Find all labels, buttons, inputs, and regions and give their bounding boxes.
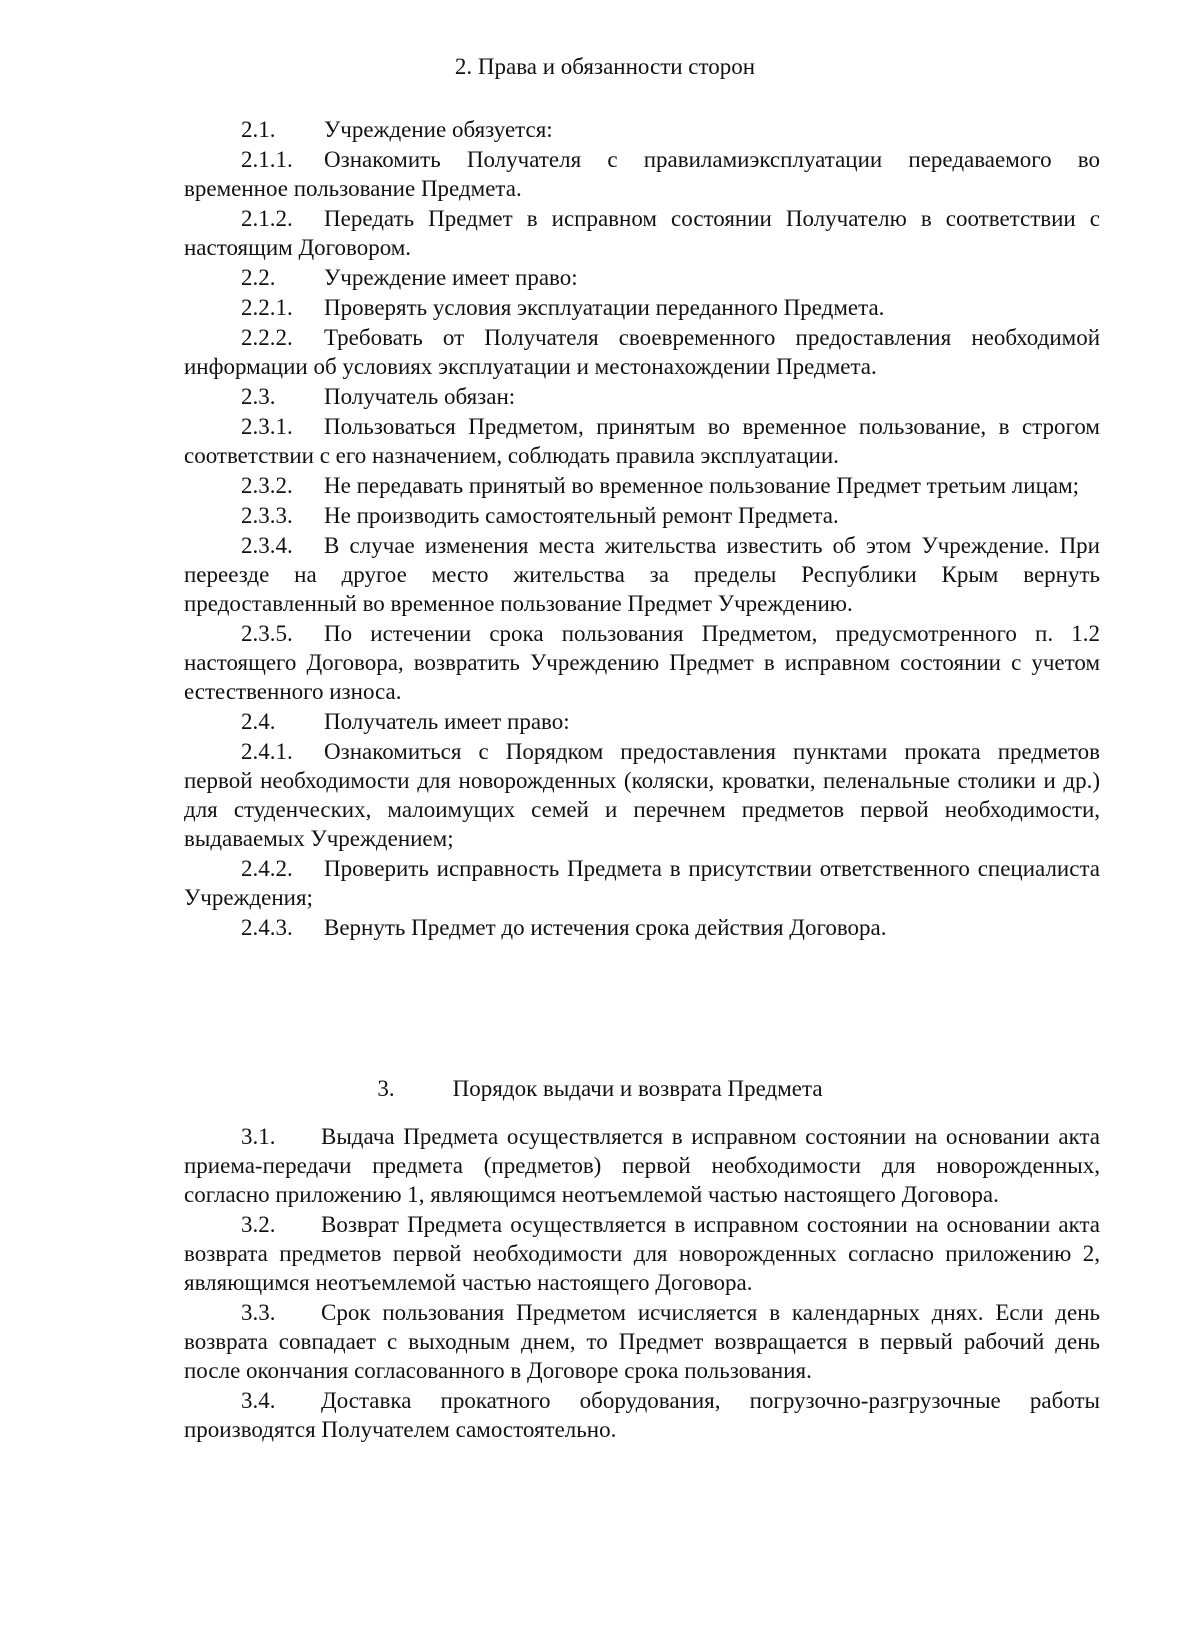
clause-text: Проверять условия эксплуатации переданного Предмета.: [324, 295, 885, 320]
clause-2-2: [184, 263, 1100, 292]
clause-number: 2.3.1.: [241, 414, 293, 439]
clause-3-4: [184, 1386, 1100, 1444]
clause-number: 2.3.5.: [241, 621, 293, 646]
section-2-body: [184, 115, 1100, 943]
clause-text: Возврат Предмета осуществляется в исправном состоянии на основании акта возврата предметов первой необходимости для новорожденных согласно приложению 2, являющимся неотъемлемой частью настоящего Договора.: [184, 1212, 1100, 1295]
clause-2-3-5: [184, 619, 1100, 706]
clause-text: Учреждение имеет право:: [324, 265, 578, 290]
clause-text: Получатель имеет право:: [324, 709, 570, 734]
clause-text: Пользоваться Предметом, принятым во временное пользование, в строгом соответствии с его назначением, соблюдать правила эксплуатации.: [184, 414, 1100, 468]
section-3-body: [184, 1122, 1100, 1445]
clause-number: 2.1.: [241, 117, 276, 142]
clause-3-1: [184, 1122, 1100, 1209]
section-3-title: [0, 1074, 1200, 1103]
section-2-title: 2. Права и обязанности сторон: [454, 54, 756, 79]
clause-number: 2.4.2.: [241, 856, 293, 881]
clause-text: Не передавать принятый во временное пользование Предмет третьим лицам;: [324, 473, 1080, 498]
clause-number: 2.4.3.: [241, 915, 293, 940]
clause-2-3-1: [184, 412, 1100, 470]
clause-text: Вернуть Предмет до истечения срока действия Договора.: [324, 915, 887, 940]
clause-3-2: [184, 1210, 1100, 1297]
clause-text: Учреждение обязуется:: [324, 117, 553, 142]
clause-2-2-2: [184, 323, 1100, 381]
clause-2-3: [184, 382, 1100, 411]
clause-3-3: [184, 1298, 1100, 1385]
clause-text: В случае изменения места жительства известить об этом Учреждение. При переезде на другое место жительства за пределы Республики Крым вернуть предоставленный во временное пользование Предмет Учреждению.: [184, 533, 1100, 616]
clause-number: 2.2.2.: [241, 325, 293, 350]
clause-2-4-1: [184, 737, 1100, 853]
clause-number: 2.2.: [241, 265, 276, 290]
clause-number: 2.1.2.: [241, 206, 293, 231]
clause-number: 2.1.1.: [241, 147, 293, 172]
section-3-number: 3.: [377, 1076, 395, 1101]
clause-number: 2.4.: [241, 709, 276, 734]
clause-2-1: [184, 115, 1100, 144]
clause-number: 2.3.4.: [241, 533, 293, 558]
clause-2-3-2: [184, 471, 1100, 500]
clause-number: 3.1.: [241, 1124, 276, 1149]
clause-text: Требовать от Получателя своевременного предоставления необходимой информации об условиях эксплуатации и местонахождении Предмета.: [184, 325, 1100, 379]
clause-text: Срок пользования Предметом исчисляется в календарных днях. Если день возврата совпадает с выходным днем, то Предмет возвращается в первый рабочий день после окончания согласованного в Договоре срока пользования.: [184, 1300, 1100, 1383]
clause-number: 2.2.1.: [241, 295, 293, 320]
clause-2-2-1: [184, 293, 1100, 322]
clause-2-1-1: [184, 145, 1100, 203]
clause-number: 3.3.: [241, 1300, 276, 1325]
clause-text: Получатель обязан:: [324, 384, 516, 409]
clause-text: Не производить самостоятельный ремонт Предмета.: [324, 503, 839, 528]
clause-2-3-4: [184, 531, 1100, 618]
clause-number: 2.3.3.: [241, 503, 293, 528]
clause-2-4-3: [184, 913, 1100, 942]
clause-number: 3.2.: [241, 1212, 276, 1237]
section-3-title-text: Порядок выдачи и возврата Предмета: [452, 1076, 823, 1101]
clause-2-1-2: [184, 204, 1100, 262]
clause-text: Выдача Предмета осуществляется в исправном состоянии на основании акта приема-передачи предмета (предметов) первой необходимости для новорожденных, согласно приложению 1, являющимся неотъемлемой частью настоящего Договора.: [184, 1124, 1100, 1207]
clause-text: Ознакомить Получателя с правиламиэксплуатации передаваемого во временное пользование Предмета.: [184, 147, 1100, 201]
clause-2-3-3: [184, 501, 1100, 530]
clause-number: 2.3.: [241, 384, 276, 409]
clause-2-4: [184, 707, 1100, 736]
clause-number: 2.3.2.: [241, 473, 293, 498]
clause-text: По истечении срока пользования Предметом, предусмотренного п. 1.2 настоящего Договора, возвратить Учреждению Предмет в исправном состоянии с учетом естественного износа.: [184, 621, 1100, 704]
clause-text: Проверить исправность Предмета в присутствии ответственного специалиста Учреждения;: [184, 856, 1100, 910]
clause-2-4-2: [184, 854, 1100, 912]
clause-number: 2.4.1.: [241, 739, 293, 764]
clause-text: Передать Предмет в исправном состоянии Получателю в соответствии с настоящим Договором.: [184, 206, 1100, 260]
clause-text: Доставка прокатного оборудования, погрузочно-разгрузочные работы производятся Получателем самостоятельно.: [184, 1388, 1100, 1442]
clause-text: Ознакомиться с Порядком предоставления пунктами проката предметов первой необходимости для новорожденных (коляски, кроватки, пеленальные столики и др.) для студенческих, малоимущих семей и перечнем предметов первой необходимости, выдаваемых Учреждением;: [184, 739, 1100, 851]
clause-number: 3.4.: [241, 1388, 276, 1413]
